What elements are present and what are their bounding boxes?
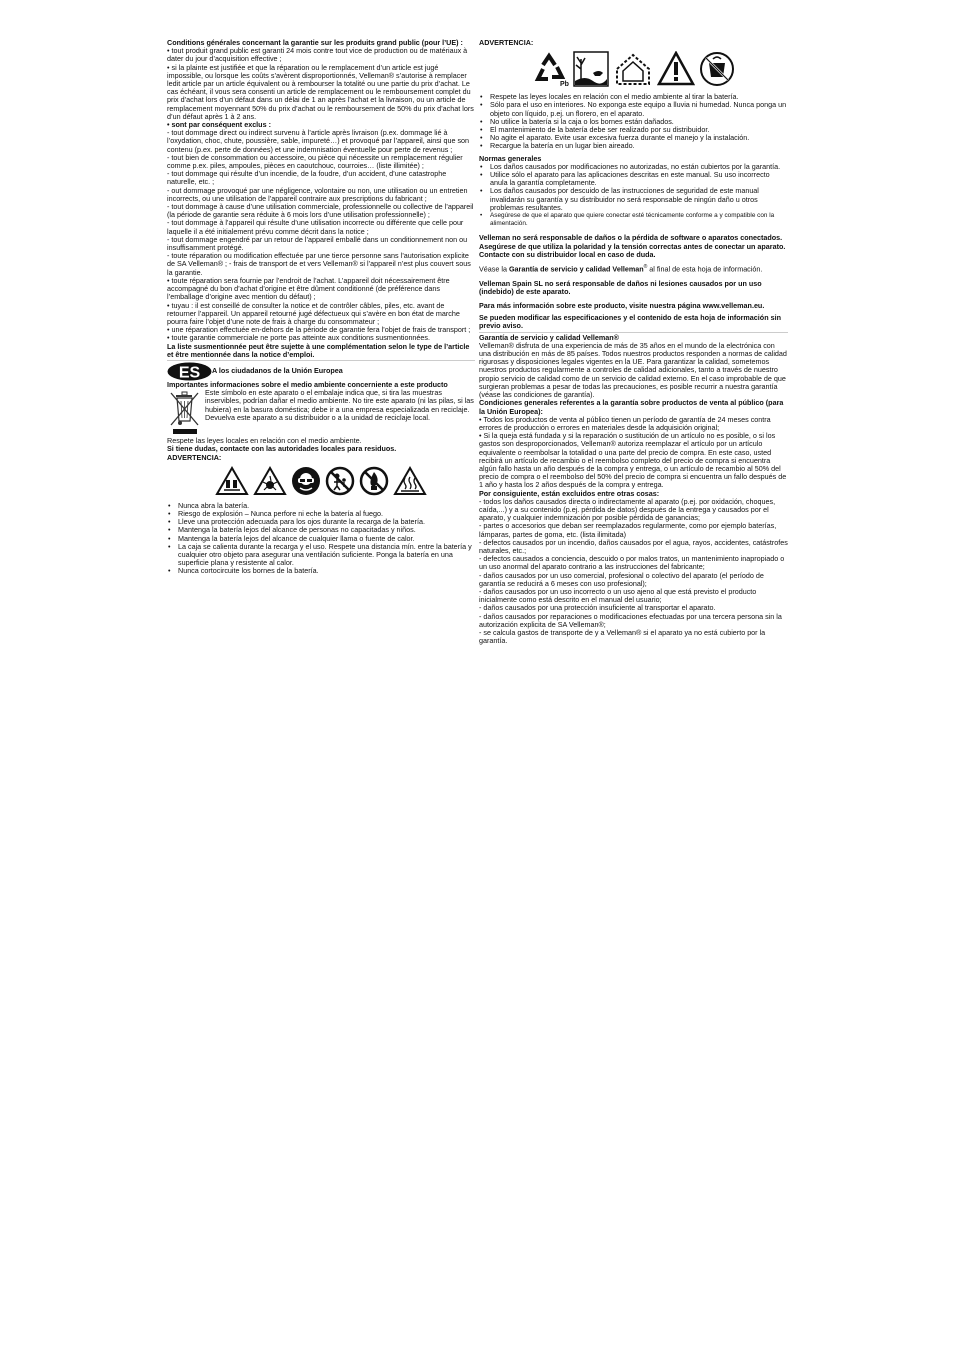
fr-excluded-item: - toute réparation ou modification effectuée par une tierce personne sans l’autorisation explicite de SA Velleman® ; - frais de transport de et vers Velleman® si l’appareil n’est plus couvert sous la garantie. [167,251,471,277]
es-excluded-item: - partes o accesorios que deban ser reemplazados regularmente, como por ejemplo baterías, lámparas, partes de goma, etc. (lista ilimitada) [479,521,777,539]
recycle-pb-icon [533,51,569,87]
list-item: • Mantenga la batería lejos del alcance de cualquier llama o fuente de calor. [178,535,475,543]
pb-label: Pb [559,81,569,88]
fr-excluded-item: • tuyau : il est conseillé de consulter la notice et de contrôler câbles, piles, etc. avant de retourner l’appareil. Un appareil retourné jugé défectueux qui s’avère en bon état de marche pourra faire l’objet d’une note de frais à charge du consommateur ; [167,300,460,326]
see-guarantee: Véase la Garantía de servicio y calidad Velleman® al final de esta hoja de información. [479,264,763,274]
fr-closing: La liste susmentionnée peut être sujette à une complémentation selon le type de l’article et être mentionnée dans la notice d’emploi. [167,341,470,359]
general-warning-icon [657,51,695,87]
list-item: • No utilice la batería si la caja o los bornes están dañados. [490,118,788,126]
list-item: • No agite el aparato. Evite usar excesiva fuerza durante el manejo y la instalación. [490,134,788,142]
fr-excluded-item: - tout dommage engendré par un retour de l’appareil emballé dans un conditionnement non ou insuffisamment protégé. [167,234,468,253]
list-item: • Mantenga la batería lejos del alcance de personas no capacitadas y niños. [178,526,475,534]
corrosive-warning-icon [215,466,249,496]
modify-notice: Se pueden modificar las especificaciones y el contenido de esta hoja de información sin previo aviso. [479,313,781,331]
guarantee-text: Velleman® disfruta de una experiencia de más de 35 años en el mundo de la electrónica con una distribución en más de 85 países. Todos nuestros productos responden a normas de calidad rigurosas y disposiciones legales vigentes en la UE. Para garantizar la calidad, sometemos nuestros productos regularmente a controles de calidad adicionales, tanto a través de nuestro propio servicio de calidad como de un servicio de calidad externo. En el caso improbable de que surgieran problemas a pesar de todas las precauciones, es posible recurrir a nuestra garantía (véase las condiciones de garantía). [479,340,787,400]
fr-excluded-item: - tout dommage direct ou indirect survenu à l’article après livraison (p.ex. dommage lié à l’oxydation, choc, chute, poussière, sable, impureté…) et provoqué par l’appareil, ainsi que son contenu (p.ex. perte de données) et une indemnisation éventuelle pour perte de revenus ; [167,128,470,154]
es-respect: Respete las leyes locales en relación con el medio ambiente. [167,436,362,446]
list-item: • La caja se calienta durante la recarga y el uso. Respete una distancia mín. entre la batería y cualquier otro objeto para asegurar una ventilación suficiente. Ponga la batería en una superficie plana y resistente al calor. [178,543,475,568]
list-item: • Lleve una protección adecuada para los ojos durante la recarga de la batería. [178,518,475,526]
list-item: • Nunca cortocircuite los bornes de la batería. [178,567,475,575]
list-item: • Los daños causados por modificaciones no autorizadas, no están cubiertos por la garantía. [490,163,788,171]
fr-excluded-heading: • sont par conséquent exclus : [167,120,271,130]
list-item: • Utilice sólo el aparato para las aplicaciones descritas en este manual. Su uso incorrecto anula la garantía completamente. [490,171,788,187]
liability-notice: Velleman no será responsable de daños o la pérdida de software o aparatos conectados. Asegúrese de que utiliza la polaridad y la tensión correctas antes de conectar un aparato. Contacte con su distribuidor local en caso de duda. [479,233,786,259]
indoor-use-only-icon [613,51,653,87]
es-excluded-item: - todos los daños causados directa o indirectamente al aparato (p.ej. por oxidación, choques, caída,...) y a su contenido (p.ej. pérdida de datos) después de la entrega y causados por el aparato, y cualquier indemnización por posible pérdida de ganancias; [479,496,776,523]
normas-list [479,163,788,229]
list-item: • Respete las leyes locales en relación con el medio ambiente al tirar la batería. [490,93,788,101]
fr-line: • tout produit grand public est garanti 24 mois contre tout vice de production ou de matériaux à dater du jour d’acquisition effective ; [167,46,468,64]
es-language-badge [167,362,212,381]
fr-excluded-item: • une réparation effectuée en-dehors de la période de garantie fera l’objet de frais de transport ; [167,325,471,335]
es-excluded-item: - daños causados por un uso incorrecto o un uso ajeno al que está previsto el producto inicialmente como está descrito en el manual del usuario; [479,586,757,605]
divider [167,360,475,361]
fr-excluded-item: - tout dommage à l’appareil qui résulte d’une utilisation incorrecte ou différente que celle pour laquelle il a été initialement prévu comme décrit dans la notice ; [167,218,464,236]
es-env-heading: Importantes informaciones sobre el medio ambiente concerniente a este producto [167,379,448,389]
battery-warning-list [167,502,475,576]
es-title: A los ciudadanos de la Unión Europea [212,366,343,376]
environment-hazard-icon [573,51,609,87]
condition-item: • Todos los productos de venta al público tienen un período de garantía de 24 meses contra errores de producción o errores en materiales desde la adquisición original; [479,414,771,432]
list-item: • El mantenimiento de la batería debe ser realizado por su distribuidor. [490,126,788,134]
left-column [167,39,475,576]
es-excluded-item: - se calcula gastos de transporte de y a Velleman® si el aparato ya no está cubierto por la garantía. [479,627,766,646]
fr-warranty-heading: Conditions générales concernant la garantie sur les produits grand public (pour l’UE) : [167,38,463,47]
es-section-header [167,362,475,381]
es-excluded-item: - daños causados por reparaciones o modificaciones efectuadas por una tercera persona sin la autorización explicita de SA Velleman®; [479,611,782,629]
keep-away-from-children-icon [325,466,355,496]
es-excluded-item: - daños causados por una protección insuficiente al transportar el aparato. [479,603,716,613]
list-item: • Los daños causados por descuido de las instrucciones de seguridad de este manual invalidarán su garantía y su distribuidor no será responsable de ningún daño u otros problemas resultantes. [490,187,788,212]
fr-excluded-item: • toute garantie commerciale ne porte pas atteinte aux conditions susmentionnées. [167,333,431,343]
es-excluded-item: - defectos causados a conciencia, descuido o por malos tratos, un mantenimiento inapropiado o un uso anormal del aparato contrario a las instrucciones del fabricante; [479,554,785,572]
fr-excluded-item: - tout bien de consommation ou accessoire, ou pièce qui nécessite un remplacement régulier comme p.ex. piles, ampoules, pièces en caoutchouc, courroies… (liste illimitée) ; [167,152,463,171]
fr-excluded-item: - tout dommage qui résulte d’un incendie, de la foudre, d’un accident, d’une catastrophe naturelle, etc. ; [167,169,447,187]
fr-excluded-item: - tout dommage à cause d’une utilisation commerciale, professionnelle ou collective de l’appareil (la période de garantie sera réduite à 6 mois lors d’une utilisation professionnelle) ; [167,202,474,220]
environment-warning-list [479,93,788,150]
environment-warning-icons [479,51,788,87]
conditions-heading: Condiciones generales referentes a la garantía sobre productos de venta al público (para la Unión Europea): [479,398,784,416]
list-item: • Riesgo de explosión – Nunca perfore ni eche la batería al fuego. [178,510,475,518]
eye-protection-icon [291,466,321,496]
fr-excluded-item: - out dommage provoqué par une négligence, volontaire ou non, une utilisation ou un entretien incorrects, ou une utilisation de l’appareil contraire aux prescriptions du fabricant ; [167,185,468,203]
normas-heading: Normas generales [479,153,542,163]
list-item: • Asegúrese de que el aparato que quiere conectar esté técnicamente conforme a y compatible con la alimentación. [490,212,788,228]
fr-excluded-item: • toute réparation sera fournie par l’endroit de l’achat. L’appareil doit nécessairement être accompagné du bon d’achat d’origine et être dûment conditionné (de préférence dans l’emballage d’origine avec mention du défaut) ; [167,275,450,302]
right-column [479,39,788,645]
no-liquids-icon [699,51,735,87]
spain-liability: Velleman Spain SL no será responsable de daños ni lesiones causados por un uso (indebido) de este aparato. [479,278,762,296]
condition-item: • Si la queja está fundada y si la reparación o sustitución de un artículo no es posible, o si los gastos son desproporcionados, Velleman® autoriza reemplazar el artículo por un artículo equivalente o reembolsar la totalidad o una parte del precio de compra. En este caso, usted recibirá un artículo de recambio o el reembolso completo del precio de compra si encuentra algún fallo hasta un año después de la compra y entrega, o un artículo de recambio al 50% del precio de compra o el reembolso del 50% del precio de compra si encuentra un fallo después de 1 año y hasta los 2 años después de la compra y entrega. [479,431,787,490]
explosive-warning-icon [253,466,287,496]
es-excluded-item: - daños causados por un uso comercial, profesional o colectivo del aparato (el período de garantía se reducirá a 6 meses con uso profesional); [479,570,764,588]
es-badge-text: ES [178,364,201,381]
es-excluded-heading: Por consiguiente, están excluidos entre otras cosas: [479,488,660,498]
list-item: • Recargue la batería en un lugar bien aireado. [490,142,788,150]
es-doubts: Si tiene dudas, contacte con las autoridades locales para residuos. [167,444,397,454]
hot-surface-icon [393,466,427,496]
es-excluded-item: - defectos causados por un incendio, daños causados por el agua, rayos, accidentes, catástrofes naturales, etc.; [479,537,788,555]
list-item: • Sólo para el uso en interiores. No exponga este equipo a lluvia ni humedad. Nunca ponga un objeto con líquido, p.ej. un florero, en el aparato. [490,101,788,117]
es-warning-label: ADVERTENCIA: [167,452,222,462]
no-open-flame-icon [359,466,389,496]
more-info: Para más información sobre este producto, visite nuestra página www.velleman.eu. [479,301,765,311]
right-warning-label: ADVERTENCIA: [479,38,534,47]
guarantee-heading: Garantía de servicio y calidad Velleman® [479,332,619,342]
list-item: • Nunca abra la batería. [178,502,475,510]
weee-text: Este símbolo en este aparato o el embalaje indica que, si tira las muestras inservibles, podrían dañar el medio ambiente. No tire este aparato (ni las pilas, si las hubiera) en la basura doméstica; debe ir a una empresa especializada en reciclaje. Devuelva este aparato a su distribuidor o a la unidad de reciclaje local. [205,388,474,422]
weee-block [167,389,475,437]
crossed-bin-icon [167,389,203,437]
fr-line: • si la plainte est justifiée et que la réparation ou le remplacement d’un article est jugé impossible, ou lorsque les coûts s’avèrent disproportionnés, Velleman® s’autorise à remplacer ledit article par un article équivalent ou à rembourser la totalité ou une partie du prix d’achat. Le cas échéant, il vous sera consenti un article de remplacement ou le remboursement complet du prix d’achat lors d’un défaut dans un délai de 1 an après l’achat et la livraison, ou un article de remplacement moyennant 50% du prix d’achat ou le remboursement de 50% du prix d’achat lors d’un défaut après 1 à 2 ans. [167,62,474,121]
battery-warning-icons [167,466,475,496]
